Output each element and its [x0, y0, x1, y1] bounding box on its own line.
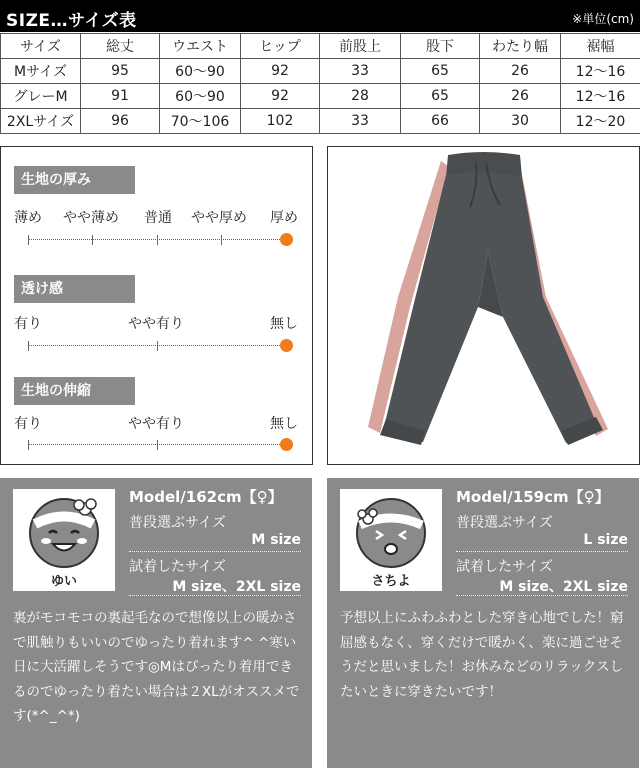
scale-label: 有り — [14, 316, 42, 332]
tried-size-value: M size、2XL size — [499, 579, 628, 595]
table-cell: 30 — [480, 109, 561, 134]
table-cell: 33 — [320, 109, 401, 134]
column-header: 前股上 — [320, 34, 401, 59]
scale-label: やや有り — [128, 416, 184, 432]
scale-label: やや薄め — [63, 210, 119, 226]
scale-label: 薄め — [14, 210, 42, 226]
stretch-heading: 生地の伸縮 — [14, 377, 135, 405]
column-header: サイズ — [1, 34, 81, 59]
table-cell: 26 — [480, 59, 561, 84]
scale-tick — [28, 440, 29, 450]
scale-label: 無し — [270, 316, 298, 332]
usual-size-label: 普段選ぶサイズ — [129, 515, 226, 531]
column-header: ヒップ — [241, 34, 320, 59]
thickness-level-marker — [280, 233, 293, 246]
table-cell: 92 — [241, 84, 320, 109]
size-chart-title: SIZE…サイズ表 — [6, 11, 137, 31]
model-comment: 裏がモコモコの裏起毛なので想像以上の暖かさで肌触りもいいのでゆったり着れます^ ^寒い日に大活躍しそうです◎Mはぴったり着用できるのでゆったり着たい場合は２XLがオススメです(*^_^*) — [13, 610, 300, 725]
table-cell: 12〜20 — [561, 109, 640, 134]
tried-size-value: M size、2XL size — [172, 579, 301, 595]
sheerness-level-marker — [280, 339, 293, 352]
usual-size-value: L size — [583, 532, 628, 548]
table-cell: 60〜90 — [160, 84, 241, 109]
column-header: 裾幅 — [561, 34, 640, 59]
table-cell: 33 — [320, 59, 401, 84]
size-chart-header — [0, 0, 640, 32]
thickness-scale — [28, 239, 286, 240]
model-title: Model/162cm【♀】 — [129, 488, 283, 506]
table-cell: 60〜90 — [160, 59, 241, 84]
scale-label: やや有り — [128, 316, 184, 332]
scale-tick — [92, 235, 93, 245]
usual-size-value: M size — [251, 532, 301, 548]
table-row — [1, 109, 640, 134]
table-cell: 12〜16 — [561, 59, 640, 84]
tried-size-label: 試着したサイズ — [129, 559, 226, 575]
stretch-scale — [28, 444, 286, 445]
usual-size-label: 普段選ぶサイズ — [456, 515, 553, 531]
table-cell: 70〜106 — [160, 109, 241, 134]
column-header: 総丈 — [81, 34, 160, 59]
column-header: ウエスト — [160, 34, 241, 59]
scale-label: 無し — [270, 416, 298, 432]
table-cell: 91 — [81, 84, 160, 109]
thickness-heading: 生地の厚み — [14, 166, 135, 194]
table-cell: 65 — [401, 84, 480, 109]
model-name: ゆい — [50, 574, 77, 589]
scale-tick — [221, 235, 222, 245]
tried-size-row — [456, 556, 628, 596]
sheerness-heading: 透け感 — [14, 275, 135, 303]
model-name: さちよ — [371, 574, 411, 589]
table-cell: 65 — [401, 59, 480, 84]
scale-label: 有り — [14, 416, 42, 432]
table-row — [1, 84, 640, 109]
table-cell: 26 — [480, 84, 561, 109]
column-header: わたり幅 — [480, 34, 561, 59]
usual-size-row — [456, 512, 628, 552]
table-cell: Mサイズ — [1, 59, 81, 84]
scale-tick — [28, 341, 29, 351]
table-header-row — [1, 34, 640, 59]
table-cell: 96 — [81, 109, 160, 134]
fabric-properties-panel — [0, 146, 313, 465]
table-cell: 66 — [401, 109, 480, 134]
unit-note: ※単位(cm) — [572, 12, 634, 26]
scale-label: やや厚め — [191, 210, 247, 226]
scale-tick — [157, 440, 158, 450]
table-cell: 102 — [241, 109, 320, 134]
table-cell: グレーM — [1, 84, 81, 109]
table-cell: 95 — [81, 59, 160, 84]
model-review-card — [327, 478, 639, 768]
table-cell: 92 — [241, 59, 320, 84]
model-title: Model/159cm【♀】 — [456, 488, 610, 506]
table-cell: 2XLサイズ — [1, 109, 81, 134]
size-table — [0, 33, 640, 134]
scale-label: 普通 — [144, 210, 172, 226]
stretch-level-marker — [280, 438, 293, 451]
sheerness-scale — [28, 345, 286, 346]
model-comment: 予想以上にふわふわとした穿き心地でした！窮屈感もなく、穿くだけで暖かく、楽に過ごせそうだと思いました！お休みなどのリラックスしたいときに穿きたいです！ — [340, 610, 624, 700]
scale-tick — [28, 235, 29, 245]
scale-label: 厚め — [270, 210, 298, 226]
table-cell: 28 — [320, 84, 401, 109]
tried-size-label: 試着したサイズ — [456, 559, 553, 575]
column-header: 股下 — [401, 34, 480, 59]
scale-tick — [157, 235, 158, 245]
usual-size-row — [129, 512, 301, 552]
table-cell: 12〜16 — [561, 84, 640, 109]
model-review-card — [0, 478, 312, 768]
avatar — [13, 489, 115, 591]
scale-tick — [157, 341, 158, 351]
table-row — [1, 59, 640, 84]
product-photo — [327, 146, 640, 465]
pants-icon — [328, 147, 640, 465]
avatar — [340, 489, 442, 591]
tried-size-row — [129, 556, 301, 596]
